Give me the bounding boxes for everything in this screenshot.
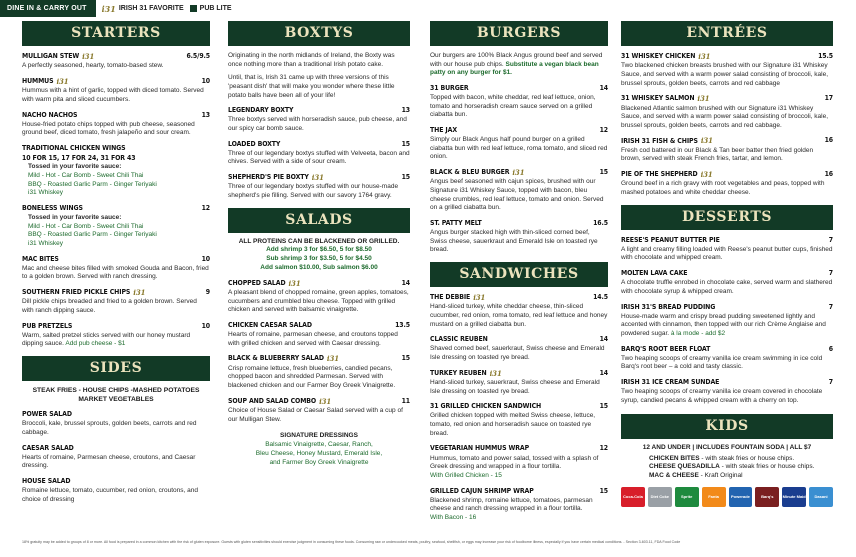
i31-favorite-icon: i31 <box>101 3 116 14</box>
menu-item-boneless-wings <box>22 204 210 249</box>
salads-add-line: Add shrimp 3 for $6.50, 5 for $8.50 <box>266 246 372 254</box>
item-name: CHOPPED SALAD <box>228 278 286 287</box>
item-name: LOADED BOXTY <box>228 139 281 148</box>
menu-item-turkey-reuben <box>430 369 608 397</box>
item-name: MOLTEN LAVA CAKE <box>621 269 688 278</box>
item-name: IRISH 31'S BREAD PUDDING <box>621 302 716 311</box>
menu-item-31-whiskey-salmon <box>621 94 833 130</box>
item-desc: Mac and cheese bites filled with smoked Gouda and Bacon, fried to a golden brown. Served with ranch dressing. <box>22 264 209 281</box>
menu-item-black-bleu-burger <box>430 168 608 213</box>
kids-item-name: MAC & CHEESE <box>649 472 699 480</box>
menu-item-classic-reuben <box>430 335 608 362</box>
menu-item-black-blueberry-salad <box>228 354 410 390</box>
menu-item-bread-pudding <box>621 303 833 339</box>
i31-favorite-icon: i31 <box>288 278 301 288</box>
item-price: 15 <box>599 486 608 495</box>
item-name: BARQ'S ROOT BEER FLOAT <box>621 344 711 353</box>
item-price: 7 <box>828 302 833 311</box>
kids-item-desc: - with steak fries or house chips. <box>721 463 815 471</box>
kids-item-name: CHICKEN BITES <box>649 454 700 462</box>
dasani-logo: Dasani <box>809 487 833 507</box>
item-price: 10 <box>201 254 210 263</box>
a-la-mode-add-on: à la mode - add $2 <box>670 329 726 337</box>
kids-item-desc: - Kraft Original <box>700 472 743 480</box>
boneless-sauce-line: BBQ - Roasted Garlic Parm - Ginger Teriyaki <box>28 231 157 239</box>
item-name: HUMMUS <box>22 77 54 85</box>
item-desc: Three of our legendary boxtys stuffed with our house-made shepherd's pie filling. Served with our savory 1764 gravy. <box>228 183 399 200</box>
item-price: 10 <box>201 321 210 330</box>
salads-banner: SALADS <box>228 208 410 233</box>
item-price: 13.5 <box>395 320 410 329</box>
item-name: BLACK & BLEU BURGER <box>430 168 510 177</box>
kids-item <box>649 455 833 464</box>
i31-favorite-icon: i31 <box>326 354 339 364</box>
boxtys-intro <box>228 52 410 100</box>
item-name: IRISH 31 FISH & CHIPS <box>621 136 698 145</box>
item-name: BONELESS WINGS <box>22 203 83 212</box>
menu-item-nacho-nachos <box>22 111 210 138</box>
item-desc: Three of our legendary boxtys stuffed with Velveeta, bacon and chives. Served with a side of sour cream. <box>228 149 410 166</box>
item-desc: Three boxtys served with horseradish sauce, pub cheese, and our spicy car bomb sauce. <box>228 116 407 133</box>
coca-cola-logo: Coca-Cola <box>621 487 645 507</box>
i31-favorite-icon: i31 <box>311 173 324 183</box>
favorite-legend-label: IRISH 31 FAVORITE <box>118 5 184 12</box>
item-name: LEGENDARY BOXTY <box>228 106 294 115</box>
item-name: NACHO NACHOS <box>22 110 78 119</box>
menu-item-31-burger <box>430 84 608 120</box>
i31-favorite-icon: i31 <box>56 76 69 86</box>
item-price: 16 <box>824 136 833 145</box>
item-desc: Hearts of romaine, parmesan cheese, and croutons topped with grilled chicken and served with Caesar dressing. <box>228 331 398 347</box>
item-price: 16.5 <box>593 218 608 227</box>
column-2 <box>228 21 410 467</box>
boneless-sauce-line: i31 Whiskey <box>28 239 64 247</box>
item-desc: Grilled chicken topped with melted Swiss cheese, lettuce, tomato, red onion and horseradish sauce on toasted rye bread. <box>430 412 596 437</box>
item-desc: Choice of House Salad or Caesar Salad served with a cup of our Mulligan Stew. <box>228 406 403 423</box>
item-price: 13 <box>401 106 410 115</box>
kids-item-name: CHEESE QUESADILLA <box>649 463 720 471</box>
salads-protein-notes <box>228 238 410 273</box>
item-name: 31 GRILLED CHICKEN SANDWICH <box>430 402 542 411</box>
pub-lite-legend <box>190 5 232 12</box>
item-desc: Crisp romaine lettuce, fresh blueberries, candied pecans, chopped bacon and shredded Parmesan. Served with blackened chicken and our Farmer Boy Greek Vinaigrette. <box>228 364 396 389</box>
item-name: HOUSE SALAD <box>22 477 71 486</box>
footer-disclaimer: 18% gratuity may be added to groups of 8 or more. All food is prepared in a common kitchen with the risk of gluten exposure. Guests with gluten sensitivities should exercise judgment in consuming these foods. Consuming raw or undercooked meats, poultry, seafood, shellfish, or eggs may increase your risk of foodborne illness, especially if you have certain medical conditions. - Section 3-603.11, FDA Food Code <box>22 540 681 544</box>
menu-item-molten-lava-cake <box>621 269 833 296</box>
item-name: IRISH 31 ICE CREAM SUNDAE <box>621 378 720 387</box>
menu-item-mulligan-stew <box>22 52 210 71</box>
barqs-logo: Barq's <box>755 487 779 507</box>
menu-item-soup-and-salad-combo <box>228 397 410 425</box>
i31-favorite-icon: i31 <box>473 293 486 303</box>
boxtys-banner: BOXTYS <box>228 21 410 46</box>
boneless-sauce-line: Mild - Hot - Car Bomb - Sweet Chili Thai <box>28 222 144 230</box>
item-name: PIE OF THE SHEPHERD <box>621 170 698 179</box>
starters-banner: STARTERS <box>22 21 210 46</box>
item-name: MAC BITES <box>22 254 59 263</box>
item-price: 15.5 <box>818 52 833 60</box>
sides-banner: SIDES <box>22 356 210 381</box>
item-price: 15 <box>401 354 410 363</box>
menu-item-hummus-wrap <box>430 444 608 480</box>
item-desc: Hand-sliced turkey, sauerkraut, Swiss cheese and Emerald Isle dressing on toasted rye bread. <box>430 379 600 395</box>
item-desc: Hummus, tomato and power salad, tossed with a splash of Greek dressing and wrapped in a flour tortilla. <box>430 454 599 471</box>
item-desc: Shaved corned beef, sauerkraut, Swiss cheese and Emerald Isle dressing on toasted rye bread. <box>430 345 605 362</box>
burgers-intro <box>430 52 608 78</box>
item-price: 7 <box>828 235 833 244</box>
sides-line: MARKET VEGETABLES <box>78 396 154 404</box>
item-price: 14 <box>401 278 410 287</box>
entrees-banner: ENTRÉES <box>621 21 833 46</box>
item-desc: Hummus with a hint of garlic, topped with diced tomato. Served with warm pita and sliced cucumbers. <box>22 87 204 103</box>
item-name: VEGETARIAN HUMMUS WRAP <box>430 444 530 453</box>
item-price: 12 <box>599 444 608 453</box>
hummus-wrap-add-on: With Grilled Chicken - 15 <box>430 471 502 479</box>
item-desc: Two blackened chicken breasts brushed with our Signature i31 Whiskey Sauce, and served with a warm power salad consisting of broccoli, kale, brussel sprouts, golden beets, carrots and red cabbage <box>621 62 829 87</box>
sides-line: STEAK FRIES - HOUSE CHIPS -MASHED POTATOES <box>32 387 200 395</box>
item-desc: Simply our Black Angus half pound burger on a grilled ciabatta bun with red leaf lettuce, roma tomato, and sliced red onion. <box>430 136 608 161</box>
item-price: 15 <box>599 402 608 411</box>
kids-item-desc: - with steak fries or house chips. <box>701 454 795 462</box>
menu-item-irish-31-fish-chips <box>621 136 833 164</box>
diet-coke-logo: Diet Coke <box>648 487 672 507</box>
desserts-banner: DESSERTS <box>621 205 833 230</box>
item-desc: Two heaping scoops of creamy vanilla ice cream covered in chocolate syrup, candied pecans & whipped cream with a cherry on top. <box>621 388 823 404</box>
item-desc: Broccoli, kale, brussel sprouts, golden beets, carrots and red cabbage. <box>22 420 197 436</box>
boxtys-intro-2: Until, that is, Irish 31 came up with three versions of this 'peasant dish' that will make you wonder where these little potato balls have been all of your life! <box>228 74 395 99</box>
menu-item-chicken-caesar-salad <box>228 321 410 348</box>
item-price: 13 <box>201 110 210 119</box>
item-desc: Warm, salted pretzel sticks served with our honey mustard dipping sauce. <box>22 331 191 348</box>
item-price: 12 <box>201 203 210 212</box>
item-desc: House-made warm and crispy bread pudding sweetened lightly and accented with cinnamon, then topped with our rich Crème Anglaise and powdered sugar. <box>621 312 826 337</box>
item-price: 12 <box>599 126 608 135</box>
beverage-logos <box>621 487 833 507</box>
powerade-logo: Powerade <box>729 487 753 507</box>
item-desc: A pleasant blend of chopped romaine, green apples, tomatoes, cucumbers and crumbled bleu cheese. Topped with grilled chicken and served with balsamic vinaigrette. <box>228 289 409 314</box>
pub-lite-label: PUB LITE <box>199 5 232 12</box>
wings-sizes: 10 FOR 15, 17 FOR 24, 31 FOR 43 <box>22 154 136 163</box>
item-price: 15 <box>401 139 410 148</box>
boxtys-intro-1: Originating in the north midlands of Ireland, the Boxty was once nothing more than a traditional Irish potato cake. <box>228 52 395 68</box>
menu-item-hummus <box>22 77 210 105</box>
kids-item <box>649 463 833 472</box>
item-name: CLASSIC REUBEN <box>430 335 488 344</box>
item-name: MULLIGAN STEW <box>22 52 80 61</box>
i31-favorite-icon: i31 <box>489 368 502 378</box>
burgers-substitute: Substitute a vegan black bean patty on any burger for $1. <box>430 60 599 77</box>
menu-item-the-jax <box>430 126 608 162</box>
menu-item-shepherd-s-pie-boxty <box>228 173 410 201</box>
wings-sauce-line: Mild - Hot - Car Bomb - Sweet Chili Thai <box>28 171 144 179</box>
item-price: 15 <box>599 168 608 177</box>
item-price: 14 <box>599 83 608 92</box>
item-name: 31 WHISKEY SALMON <box>621 94 695 103</box>
minute-maid-logo: Minute Maid <box>782 487 806 507</box>
item-desc: Ground beef in a rich gravy with root vegetables and peas, topped with mashed potatoes and white cheddar cheese. <box>621 180 825 196</box>
menu-item-wings <box>22 144 210 198</box>
column-1 <box>22 21 210 505</box>
i31-favorite-icon: i31 <box>133 288 146 298</box>
wings-sauce-line: BBQ - Roasted Garlic Parm - Ginger Teriyaki <box>28 180 157 188</box>
i31-favorite-icon: i31 <box>319 396 332 406</box>
item-name: TURKEY REUBEN <box>430 368 487 377</box>
item-name: SHEPHERD'S PIE BOXTY <box>228 173 309 182</box>
i31-favorite-icon: i31 <box>698 52 711 61</box>
i31-favorite-icon: i31 <box>700 170 713 180</box>
item-price: 14.5 <box>593 293 608 302</box>
item-name: SOUTHERN FRIED PICKLE CHIPS <box>22 288 131 297</box>
item-name: CAESAR SALAD <box>22 443 74 452</box>
item-price: 17 <box>824 94 833 103</box>
item-price: 7 <box>828 269 833 278</box>
sandwiches-banner: SANDWICHES <box>430 262 608 287</box>
cajun-wrap-add-on: With Bacon - 16 <box>430 513 477 521</box>
i31-favorite-icon: i31 <box>700 136 713 146</box>
column-4 <box>621 21 833 507</box>
menu-item-legendary-boxty <box>228 106 410 133</box>
i31-favorite-icon: i31 <box>697 94 710 104</box>
item-desc: Hand-sliced turkey, white cheddar cheese, thin-sliced cucumber, red onion, roma tomato, red leaf lettuce and honey mustard on a grilled ciabatta bun. <box>430 303 608 328</box>
dressings-title: SIGNATURE DRESSINGS <box>280 432 358 440</box>
pub-lite-square-icon <box>190 5 197 12</box>
kids-item <box>649 472 833 481</box>
wings-sauce-line: i31 Whiskey <box>28 189 64 197</box>
item-name: BLACK & BLUEBERRY SALAD <box>228 354 324 363</box>
fanta-logo: Fanta <box>702 487 726 507</box>
burgers-banner: BURGERS <box>430 21 608 46</box>
item-name: 31 BURGER <box>430 83 469 92</box>
item-name: 31 WHISKEY CHICKEN <box>621 52 696 61</box>
menu-item-31-whiskey-chicken <box>621 52 833 88</box>
dine-in-label: DINE IN & CARRY OUT <box>0 0 96 17</box>
wings-toss-label: Tossed in your favorite sauce: <box>28 163 122 171</box>
item-price: 6 <box>828 344 833 353</box>
item-name: THE DEBBIE <box>430 293 471 302</box>
salads-add-line: Sub shrimp 3 for $3.50, 5 for $4.50 <box>266 255 372 263</box>
menu-item-caesar-salad <box>22 444 210 471</box>
menu-item-loaded-boxty <box>228 140 410 167</box>
item-desc: Romaine lettuce, tomato, cucumber, red onion, croutons, and choice of dressing <box>22 487 198 503</box>
item-desc: Angus burger stacked high with thin-sliced corned beef, Swiss cheese, sauerkraut and Emerald Isle on toasted rye bread. <box>430 229 598 254</box>
item-price: 16 <box>824 170 833 179</box>
salads-add-line: Add salmon $10.00, Sub salmon $6.00 <box>260 263 378 271</box>
item-desc: Fresh cod battered in our Black & Tan beer batter then fried golden brown, served with steak French fries, tartar, and lemon. <box>621 146 814 163</box>
sprite-logo: Sprite <box>675 487 699 507</box>
signature-dressings <box>228 432 410 467</box>
menu-item-pie-of-the-shepherd <box>621 170 833 198</box>
menu-item-st-patty-melt <box>430 219 608 255</box>
item-name: REESE'S PEANUT BUTTER PIE <box>621 235 720 244</box>
item-price: 15 <box>401 173 410 182</box>
kids-subtitle: 12 AND UNDER | INCLUDES FOUNTAIN SODA | ALL $7 <box>642 443 812 451</box>
kids-items <box>621 455 833 481</box>
sides-list <box>22 386 210 404</box>
menu-item-pub-pretzels <box>22 322 210 349</box>
item-name: ST. PATTY MELT <box>430 218 482 227</box>
item-price: 11 <box>401 396 410 405</box>
menu-item-reese-s-peanut-butter-pie <box>621 236 833 263</box>
kids-banner: KIDS <box>621 414 833 439</box>
favorite-legend <box>102 4 184 14</box>
item-desc: Dill pickle chips breaded and fried to a golden brown. Served with ranch dipping sauce. <box>22 298 197 314</box>
i31-favorite-icon: i31 <box>512 168 525 178</box>
menu-item-power-salad <box>22 410 210 437</box>
item-name: POWER SALAD <box>22 410 72 419</box>
dressings-line: Bleu Cheese, Honey Mustard, Emerald Isle, <box>255 449 383 457</box>
i31-favorite-icon: i31 <box>82 52 95 61</box>
item-desc: Hearts of romaine, Parmesan cheese, croutons, and Caesar dressing. <box>22 453 196 470</box>
menu-item-mac-bites <box>22 255 210 282</box>
item-desc: Topped with bacon, white cheddar, red leaf lettuce, onion, tomato and horseradish cream sauce served on a grilled ciabatta bun. <box>430 94 596 119</box>
menu-item-the-debbie <box>430 293 608 329</box>
item-price: 7 <box>828 378 833 387</box>
boneless-toss-label: Tossed in your favorite sauce: <box>28 214 122 222</box>
burgers-intro-text: Our burgers are 100% Black Angus ground beef and served with our house pub chips. <box>430 52 603 68</box>
item-desc: A chocolate truffle enrobed in chocolate cake, served warm and slathered with chocolate syrup & whipped cream. <box>621 279 833 295</box>
dressings-line: Balsamic Vinaigrette, Caesar, Ranch, <box>265 440 373 448</box>
item-desc: A perfectly seasoned, hearty, tomato-based stew. <box>22 62 164 70</box>
item-name: THE JAX <box>430 126 457 135</box>
menu-item-31-grilled-chicken-sandwich <box>430 402 608 438</box>
item-price: 10 <box>201 76 210 85</box>
item-name: SOUP AND SALAD COMBO <box>228 396 317 405</box>
menu-item-house-salad <box>22 477 210 504</box>
item-price: 14 <box>599 335 608 344</box>
menu-item-barq-s-root-beer-float <box>621 345 833 372</box>
item-name: GRILLED CAJUN SHRIMP WRAP <box>430 486 534 495</box>
menu-item-southern-fried-pickle-chips <box>22 288 210 316</box>
item-desc: Blackened shrimp, romaine lettuce, tomatoes, parmesan cheese and ranch dressing wrapped in a flour tortilla. <box>430 496 593 513</box>
item-desc: Two heaping scoops of creamy vanilla ice cream swimming in ice cold Barq's root beer – a cold and tasty classic. <box>621 354 823 371</box>
item-price: 6.5/9.5 <box>186 52 210 60</box>
column-3 <box>430 21 608 523</box>
menu-item-irish-31-ice-cream-sundae <box>621 378 833 405</box>
item-name: PUB PRETZELS <box>22 321 73 330</box>
top-bar <box>0 0 856 17</box>
item-price: 14 <box>599 368 608 377</box>
item-name: CHICKEN CAESAR SALAD <box>228 320 312 329</box>
salads-note: ALL PROTEINS CAN BE BLACKENED OR GRILLED. <box>238 237 400 245</box>
menu-item-cajun-wrap <box>430 487 608 523</box>
item-desc: A light and creamy filling loaded with Reese's peanut butter cups, finished with chocolate and whipped cream. <box>621 245 833 262</box>
item-price: 9 <box>205 288 210 297</box>
item-name: TRADITIONAL CHICKEN WINGS <box>22 143 126 152</box>
menu-item-chopped-salad <box>228 279 410 315</box>
item-desc: House-fried potato chips topped with pub cheese, seasoned ground beef, diced tomato, fresh jalapeño and sour cream. <box>22 120 195 137</box>
item-desc: Angus beef seasoned with cajun spices, brushed with our Signature i31 Whiskey Sauce, topped with bacon, bleu cheese crumbles, red leaf lettuce, tomato and onion. Served on a grilled ciabatta bun. <box>430 178 604 212</box>
dressings-line: and Farmer Boy Greek Vinaigrette <box>269 458 369 466</box>
item-desc: Blackened Atlantic salmon brushed with our Signature i31 Whiskey Sauce, and served with a warm power salad consisting of broccoli, kale, brussel sprouts, golden beets, carrots and red cabbage. <box>621 104 829 129</box>
pretzels-add-on: Add pub cheese - $1 <box>65 340 126 348</box>
